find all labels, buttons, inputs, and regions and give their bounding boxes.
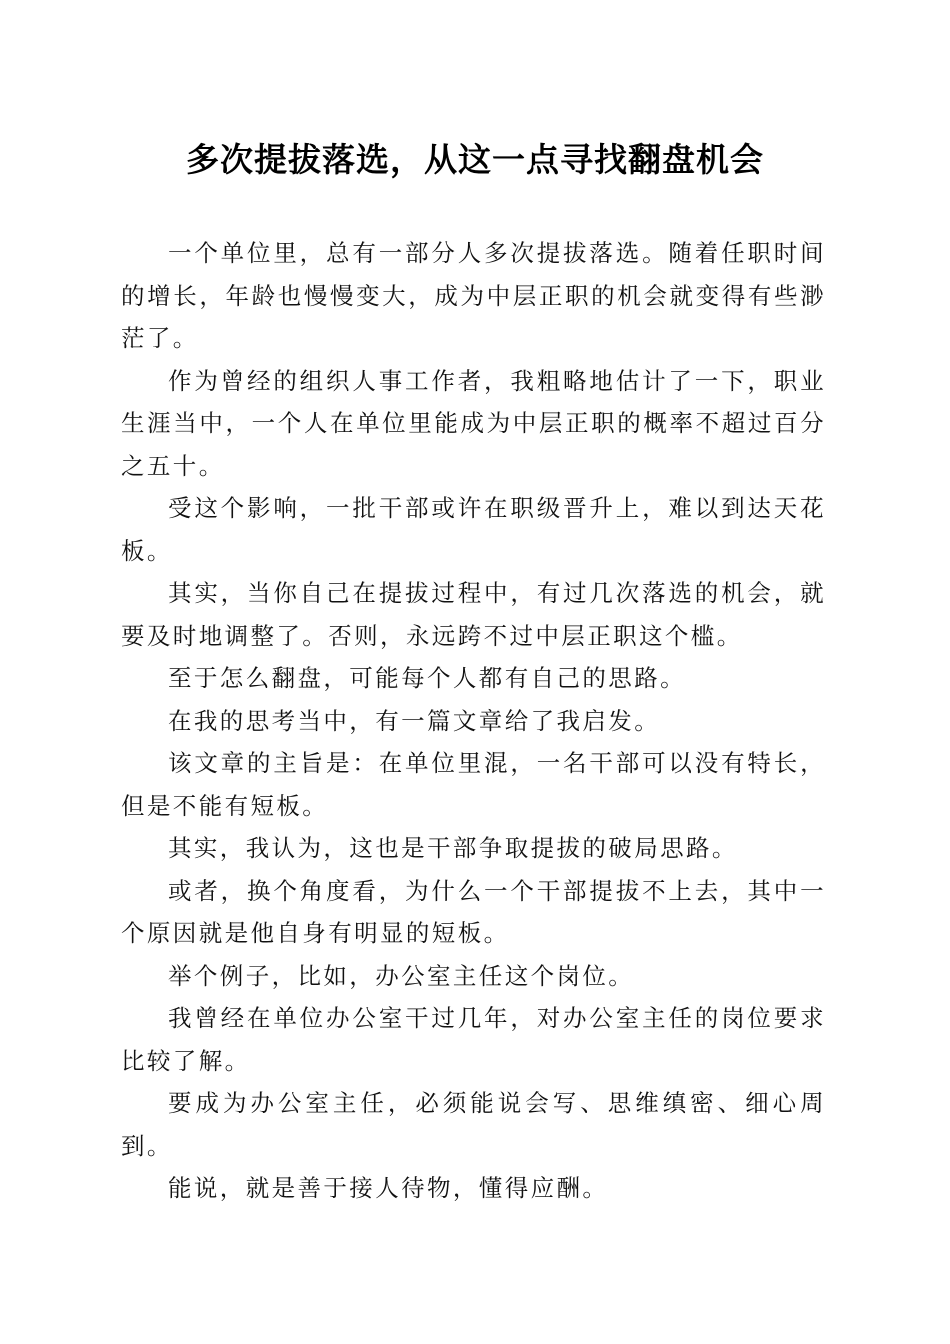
paragraph: 至于怎么翻盘，可能每个人都有自己的思路。 xyxy=(168,664,686,692)
paragraph: 其实，当你自己在提拔过程中，有过几次落选的机会，就要及时地调整了。否则，永远跨不过中层正职这个槛。 xyxy=(121,579,826,650)
paragraph: 能说，就是善于接人待物，懂得应酬。 xyxy=(168,1174,609,1202)
document-body xyxy=(121,232,826,1210)
paragraph: 作为曾经的组织人事工作者，我粗略地估计了一下，职业生涯当中，一个人在单位里能成为中层正职的概率不超过百分之五十。 xyxy=(121,366,826,480)
paragraph: 该文章的主旨是：在单位里混，一名干部可以没有特长，但是不能有短板。 xyxy=(121,749,826,820)
paragraph: 一个单位里，总有一部分人多次提拔落选。随着任职时间的增长，年龄也慢慢变大，成为中层正职的机会就变得有些渺茫了。 xyxy=(121,239,826,352)
document-title: 多次提拔落选，从这一点寻找翻盘机会 xyxy=(186,140,764,179)
paragraph: 受这个影响，一批干部或许在职级晋升上，难以到达天花板。 xyxy=(121,494,826,565)
paragraph: 在我的思考当中，有一篇文章给了我启发。 xyxy=(168,706,661,735)
paragraph: 要成为办公室主任，必须能说会写、思维缜密、细心周到。 xyxy=(121,1089,826,1160)
paragraph: 或者，换个角度看，为什么一个干部提拔不上去，其中一个原因就是他自身有明显的短板。 xyxy=(121,876,826,947)
paragraph: 其实，我认为，这也是干部争取提拔的破局思路。 xyxy=(168,834,738,862)
paragraph: 我曾经在单位办公室干过几年，对办公室主任的岗位要求比较了解。 xyxy=(121,1004,826,1075)
paragraph: 举个例子，比如，办公室主任这个岗位。 xyxy=(168,961,635,990)
